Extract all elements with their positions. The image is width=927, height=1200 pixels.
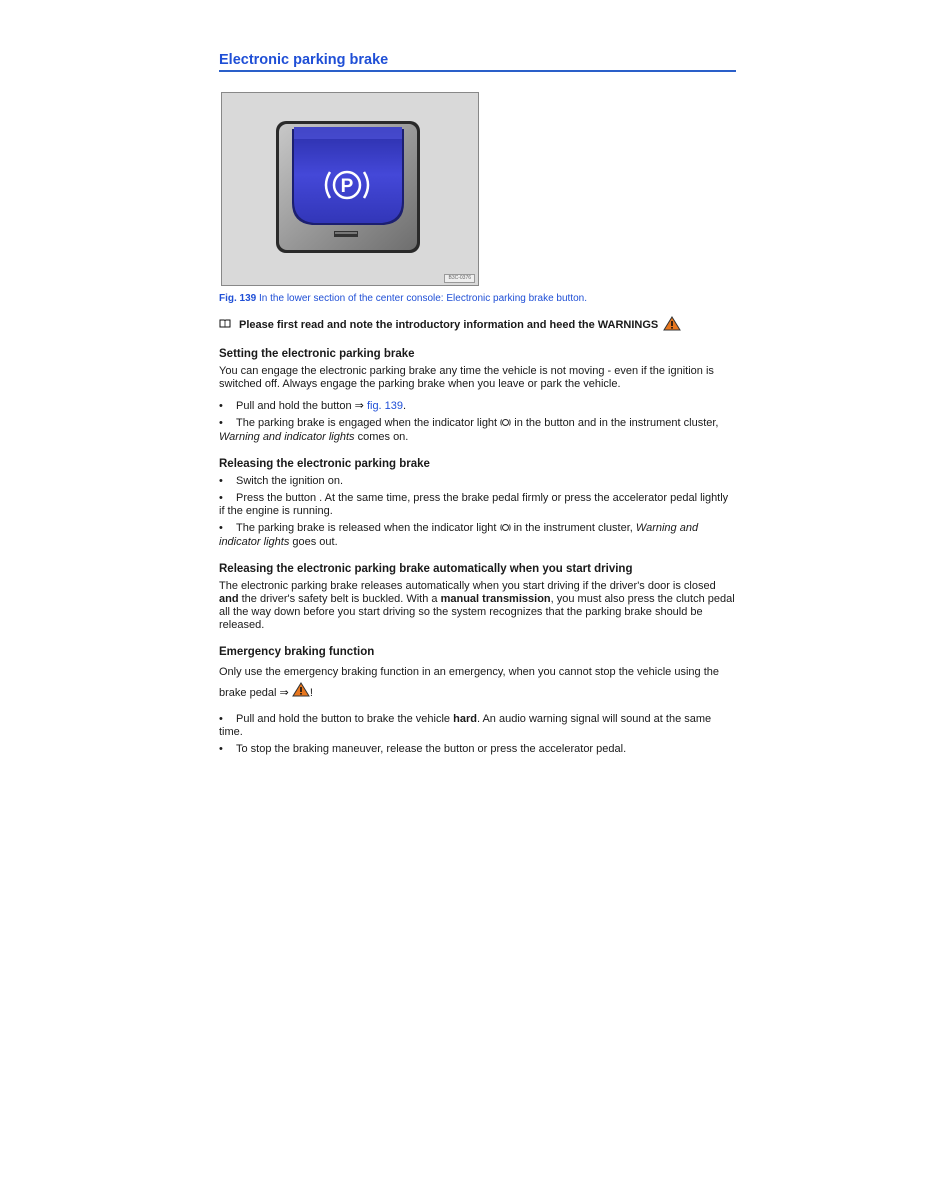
list-item: • To stop the braking maneuver, release the button or press the accelerator pedal. [219,743,627,755]
setting-paragraph: You can engage the electronic parking brake any time the vehicle is not moving - even if the ignition is switched off. Always engage the parking brake when you leave or park the vehicle. [219,365,714,390]
figure-parking-brake-button [221,92,479,286]
page-content [219,52,736,760]
figure-code: B3C-0376 [444,274,475,283]
caption-label: Fig. 139 [219,293,257,304]
fig-139-link[interactable]: fig. 139 [366,400,404,412]
auto-release-paragraph: The electronic parking brake releases automatically when you start driving if the driver's door is closed and the driver's safety belt is buckled. With a manual transmission, you must also press the clutch pedal all the way down before you start driving so the system recognizes that the parking brake should be released. [219,580,735,631]
list-item: • Pull and hold the button to brake the vehicle hard. An audio warning signal will sound at the same time. [219,713,712,738]
intro-text: Please first read and note the introductory information and heed the WARNINGS [239,319,659,331]
list-item: • Press the button . At the same time, press the brake pedal firmly or press the accelerator pedal lightly if the engine is running. [219,492,729,517]
intro-note [219,316,736,334]
caption-text: In the lower section of the center console: Electronic parking brake button. [259,293,587,304]
list-item: • Pull and hold the button ⇒ fig. 139. [219,400,407,412]
heading-releasing: Releasing the electronic parking brake [219,458,430,470]
emergency-paragraph: Only use the emergency braking function in an emergency, when you cannot stop the vehicle using the brake pedal ⇒ ! [219,663,736,704]
page-title: Electronic parking brake [219,52,736,72]
book-icon [219,319,233,331]
heading-auto-release: Releasing the electronic parking brake automatically when you start driving [219,563,633,575]
svg-text:P: P [340,176,354,197]
heading-setting: Setting the electronic parking brake [219,348,415,360]
list-item: • The parking brake is released when the indicator light in the instrument cluster, Warning and indicator lights goes out. [219,522,699,548]
warning-icon [663,316,681,334]
parking-brake-indicator-icon [500,418,511,431]
list-item: • Switch the ignition on. [219,475,344,487]
parking-brake-indicator-icon [500,523,511,536]
figure-caption [219,293,736,304]
list-item: • The parking brake is engaged when the indicator light in the button and in the instrument cluster, Warning and indicator lights comes on. [219,417,719,443]
parking-brake-button-illustration [222,93,478,285]
heading-emergency: Emergency braking function [219,646,375,658]
warning-icon [292,682,310,704]
